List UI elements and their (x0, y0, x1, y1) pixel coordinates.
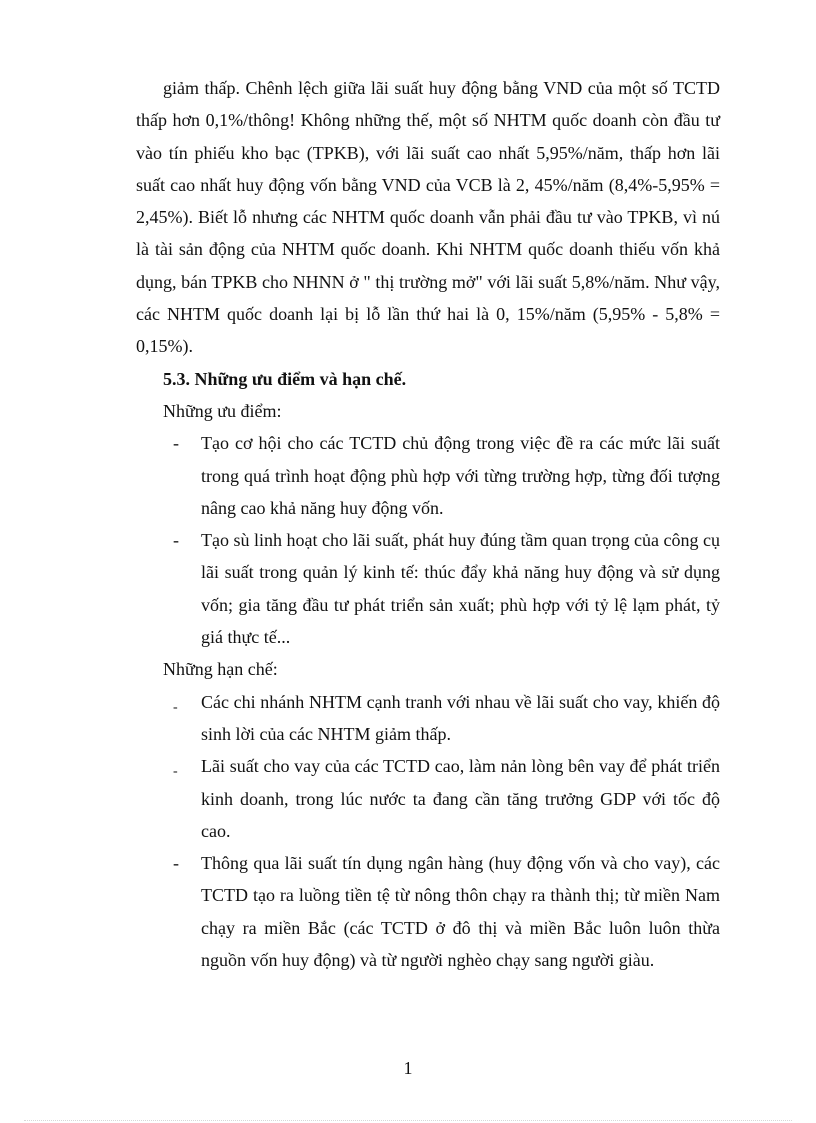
list-item (136, 427, 720, 524)
list-item-text: Thông qua lãi suất tín dụng ngân hàng (huy động vốn và cho vay), các TCTD tạo ra luồng tiền tệ từ nông thôn chạy ra thành thị; từ miền Nam chạy ra miền Bắc (các TCTD ở đô thị và miền Bắc luôn luôn thừa nguồn vốn huy động) và từ người nghèo chạy sang người giàu. (201, 853, 720, 971)
limitations-label: Những hạn chế: (163, 659, 278, 680)
bullet-dash-icon: - (173, 853, 179, 874)
advantages-label: Những ưu điểm: (163, 400, 282, 421)
advantages-list (136, 427, 720, 653)
page-bottom-divider (24, 1120, 792, 1121)
page-body (136, 72, 720, 976)
limitations-list (136, 686, 720, 977)
bullet-dash-icon: - (173, 699, 178, 715)
list-item (136, 847, 720, 976)
bullet-dash-icon: - (173, 764, 178, 780)
list-item (136, 524, 720, 653)
list-item-text: Lãi suất cho vay của các TCTD cao, làm nản lòng bên vay để phát triển kinh doanh, trong lúc nước ta đang cần tăng trưởng GDP với tốc độ cao. (201, 756, 720, 841)
list-item-text: Tạo cơ hội cho các TCTD chủ động trong việc đề ra các mức lãi suất trong quá trình hoạt động phù hợp với từng trường hợp, từng đối tượng nâng cao khả năng huy động vốn. (201, 433, 720, 518)
intro-paragraph: giảm thấp. Chênh lệch giữa lãi suất huy động bằng VND của một số TCTD thấp hơn 0,1%/thông! Không những thế, một số NHTM quốc doanh còn đầu tư vào tín phiếu kho bạc (TPKB), với lãi suất cao nhất 5,95%/năm, thấp hơn lãi suất cao nhất huy động vốn bằng VND của VCB là 2, 45%/năm (8,4%-5,95% = 2,45%). Biết lỗ nhưng các NHTM quốc doanh vẫn phải đầu tư vào TPKB, vì nú là tài sản động của NHTM quốc doanh. Khi NHTM quốc doanh thiếu vốn khả dụng, bán TPKB cho NHNN ở " thị trường mở" với lãi suất 5,8%/năm. Như vậy, các NHTM quốc doanh lại bị lỗ lần thứ hai là 0, 15%/năm (5,95% - 5,8% = 0,15%). (136, 78, 720, 357)
bullet-dash-icon: - (173, 433, 179, 454)
list-item-text: Tạo sù linh hoạt cho lãi suất, phát huy đúng tầm quan trọng của công cụ lãi suất trong quản lý kinh tế: thúc đẩy khả năng huy động và sử dụng vốn; gia tăng đầu tư phát triển sản xuất; phù hợp với tỷ lệ lạm phát, tỷ giá thực tế... (201, 530, 720, 648)
bullet-dash-icon: - (173, 530, 179, 551)
page-number: 1 (403, 1058, 413, 1078)
list-item-text: Các chi nhánh NHTM cạnh tranh với nhau về lãi suất cho vay, khiến độ sinh lời của các NHTM giảm thấp. (201, 691, 720, 744)
section-heading: 5.3. Những ưu điểm và hạn chế. (163, 368, 407, 389)
list-item (136, 686, 720, 751)
list-item (136, 750, 720, 847)
